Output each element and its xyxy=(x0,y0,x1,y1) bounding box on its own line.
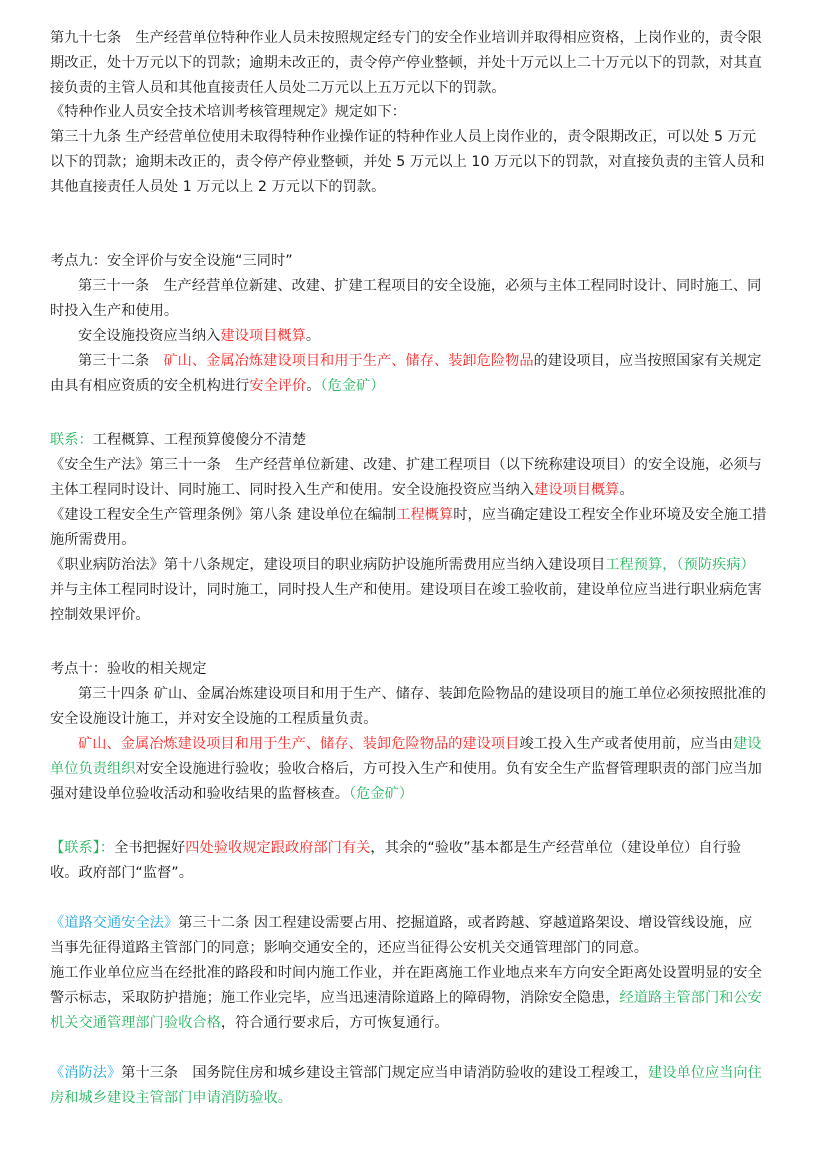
highlight-blue: 《道路交通安全法》 xyxy=(50,915,179,931)
text-segment: 强对建设单位验收活动和验收结果的监督核查。 xyxy=(50,786,349,802)
highlight-green: 建设 xyxy=(732,736,762,752)
text-segment: 。 xyxy=(306,378,321,394)
text-line xyxy=(50,528,785,552)
text-segment: 第十三条 国务院住房和城乡建设主管部门规定应当申请消防验收的建设工程竣工， xyxy=(121,1065,648,1081)
highlight-green: 联系： xyxy=(50,432,93,448)
text-line xyxy=(50,125,785,149)
text-segment: 当事先征得道路主管部门的同意；影响交通安全的，还应当征得公安机关交通管理部门的同意。 xyxy=(50,940,648,956)
text-segment: ，符合通行要求后，方可恢复通行。 xyxy=(220,1015,449,1031)
text-segment: 第三十九条 生产经营单位使用未取得特种作业操作证的特种作业人员上岗作业的，责令限期改正，可以处 5 万元 xyxy=(50,129,757,145)
text-line xyxy=(50,911,785,935)
text-segment: 时，应当确定建设工程安全作业环境及安全施工措 xyxy=(453,507,767,523)
text-segment: 第九十七条 生产经营单位特种作业人员未按照规定经专门的安全作业培训并取得相应资格，上岗作业的，责令限 xyxy=(50,30,762,46)
highlight-green: （危金矿） xyxy=(349,786,414,802)
text-segment: 安全设施设计施工，并对安全设施的工程质量负责。 xyxy=(50,711,378,727)
highlight-red: 建设项目概算 xyxy=(220,328,306,344)
text-segment: 《建设工程安全生产管理条例》第八条 建设单位在编制 xyxy=(50,507,397,523)
text-segment: 控制效果评价。 xyxy=(50,607,150,623)
text-segment: 第三十二条 因工程建设需要占用、挖掘道路，或者跨越、穿越道路架设、增设管线设施，应 xyxy=(178,915,753,931)
text-segment: 以下的罚款；逾期未改正的，责令停产停业整顿，并处 5 万元以上 10 万元以下的罚款，对直接负责的主管人员和 xyxy=(50,154,765,170)
text-line xyxy=(50,274,813,298)
text-segment: 第三十二条 xyxy=(78,353,164,369)
text-line xyxy=(50,732,813,756)
text-line xyxy=(50,1086,785,1110)
text-line xyxy=(50,861,785,885)
highlight-green: （危金矿） xyxy=(320,378,385,394)
highlight-green: 机关交通管理部门验收合格 xyxy=(50,1015,221,1031)
highlight-red: 四处验收规定跟政府部门有关 xyxy=(185,840,371,856)
text-line xyxy=(50,657,785,681)
text-segment: 施工作业单位应当在经批准的路段和时间内施工作业，并在距离施工作业地点来车方向安全距离处设置明显的安全 xyxy=(50,965,762,981)
highlight-green: 经道路主管部门和公安 xyxy=(619,990,762,1006)
highlight-green: 单位负责组织 xyxy=(50,761,136,777)
text-line xyxy=(50,553,785,577)
text-line xyxy=(50,782,785,806)
text-line xyxy=(50,51,785,75)
text-line xyxy=(50,986,785,1010)
text-segment: 《安全生产法》第三十一条 生产经营单位新建、改建、扩建工程项目（以下统称建设项目）的安全设施，必须与 xyxy=(50,457,762,473)
text-line xyxy=(50,1011,785,1035)
highlight-red: 工程概算 xyxy=(396,507,454,523)
text-line xyxy=(50,175,785,199)
text-line xyxy=(50,478,785,502)
text-segment: 考点十：验收的相关规定 xyxy=(50,661,207,677)
text-segment: 第三十四条 矿山、金属冶炼建设项目和用于生产、储存、装卸危险物品的建设项目的施工单位必须按照批准的 xyxy=(78,686,766,702)
highlight-green: 建设单位应当向住 xyxy=(648,1065,762,1081)
text-line xyxy=(50,503,785,527)
text-segment: 的建设项目，应当按照国家有关规定 xyxy=(533,353,762,369)
highlight-green: 【联系】： xyxy=(50,840,115,856)
text-segment: 全书把握好 xyxy=(114,840,186,856)
text-segment: 安全设施投资应当纳入 xyxy=(78,328,221,344)
text-segment: 对安全设施进行验收；验收合格后，方可投入生产和使用。负有安全生产监督管理职责的部门应当加 xyxy=(135,761,762,777)
text-line xyxy=(50,578,785,602)
text-line xyxy=(50,707,785,731)
highlight-red: 矿山、金属冶炼建设项目和用于生产、储存、装卸危险物品的建设项目 xyxy=(78,736,520,752)
text-line xyxy=(50,349,813,373)
text-segment: 第三十一条 生产经营单位新建、改建、扩建工程项目的安全设施，必须与主体工程同时设计、同时施工、同 xyxy=(78,278,762,294)
text-segment: 并与主体工程同时设计，同时施工，同时投人生产和使用。建设项目在竣工验收前，建设单位应当进行职业病危害 xyxy=(50,582,762,598)
text-segment: 。 xyxy=(619,482,634,498)
highlight-red: 安全评价 xyxy=(249,378,307,394)
text-line xyxy=(50,682,813,706)
text-segment: 警示标志，采取防护措施；施工作业完毕，应当迅速清除道路上的障碍物，消除安全隐患， xyxy=(50,990,620,1006)
text-line xyxy=(50,100,785,124)
text-segment: 《特种作业人员安全技术培训考核管理规定》规定如下： xyxy=(50,104,406,120)
text-segment: 竣工投入生产或者使用前，应当由 xyxy=(519,736,733,752)
text-segment: 考点九：安全评价与安全设施“三同时” xyxy=(50,253,293,269)
text-segment: 工程概算、工程预算傻傻分不清楚 xyxy=(92,432,307,448)
highlight-green: 工程预算，（预防疾病） xyxy=(605,557,755,573)
text-line xyxy=(50,26,785,50)
text-line xyxy=(50,76,785,100)
text-line xyxy=(50,936,785,960)
text-line xyxy=(50,1061,785,1085)
text-segment: 期改正，处十万元以下的罚款；逾期未改正的，责令停产停业整顿，并处十万元以上二十万元以下的罚款，对其直 xyxy=(50,55,762,71)
text-segment: 。 xyxy=(305,328,321,344)
text-segment: 时投入生产和使用。 xyxy=(50,303,179,319)
text-line xyxy=(50,374,785,398)
text-segment: 收。政府部门“监督”。 xyxy=(50,865,193,881)
text-line xyxy=(50,603,785,627)
text-line xyxy=(50,299,785,323)
text-line xyxy=(50,150,785,174)
text-segment: 《职业病防治法》第十八条规定，建设项目的职业病防护设施所需费用应当纳入建设项目 xyxy=(50,557,606,573)
text-line xyxy=(50,453,785,477)
text-line xyxy=(50,836,785,860)
text-segment: 其他直接责任人员处 1 万元以上 2 万元以下的罚款。 xyxy=(50,179,386,195)
highlight-red: 建设项目概算 xyxy=(534,482,620,498)
highlight-blue: 《消防法》 xyxy=(50,1065,122,1081)
text-segment: ，其余的“验收”基本都是生产经营单位（建设单位）自行验 xyxy=(370,840,742,856)
text-line xyxy=(50,961,785,985)
text-segment: 施所需费用。 xyxy=(50,532,136,548)
text-segment: 由具有相应资质的安全机构进行 xyxy=(50,378,250,394)
highlight-green: 房和城乡建设主管部门申请消防验收。 xyxy=(50,1090,293,1106)
highlight-red: 矿山、金属冶炼建设项目和用于生产、储存、装卸危险物品 xyxy=(163,353,534,369)
text-line xyxy=(50,757,785,781)
text-line xyxy=(50,324,813,348)
text-segment: 接负责的主管人员和其他直接责任人员处二万元以上五万元以下的罚款。 xyxy=(50,80,506,96)
text-line xyxy=(50,249,785,273)
text-segment: 主体工程同时设计、同时施工、同时投入生产和使用。安全设施投资应当纳入 xyxy=(50,482,535,498)
text-line xyxy=(50,428,785,452)
